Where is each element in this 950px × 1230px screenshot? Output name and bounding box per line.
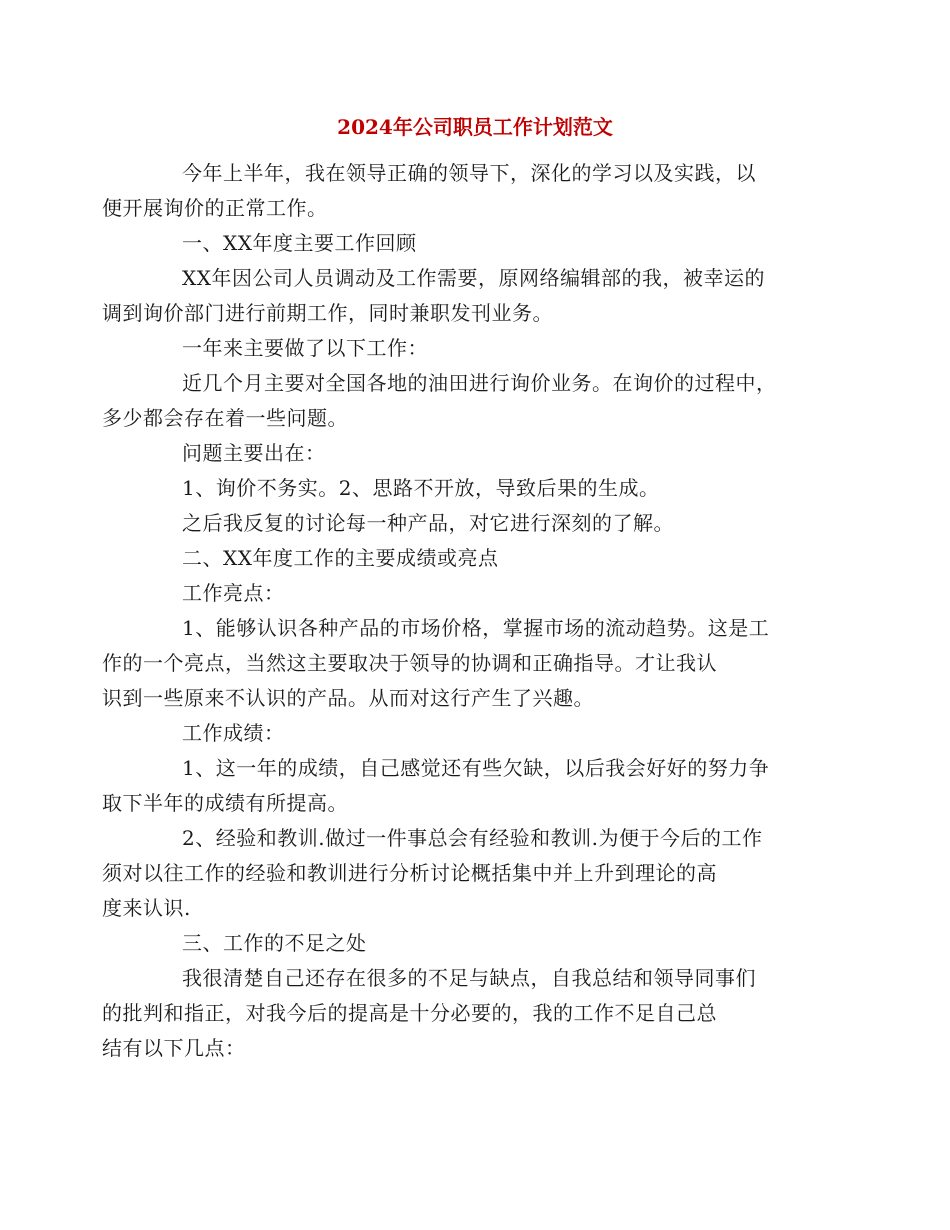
paragraph bbox=[142, 436, 808, 471]
paragraph bbox=[142, 541, 808, 576]
paragraph bbox=[142, 506, 808, 541]
text-line: 结有以下几点： bbox=[102, 1036, 246, 1060]
text-line: XX年因公司人员调动及工作需要，原网络编辑部的我，被幸运的 bbox=[182, 266, 765, 290]
paragraph bbox=[142, 226, 808, 261]
text-line: 近几个月主要对全国各地的油田进行询价业务。在询价的过程中， bbox=[182, 371, 777, 395]
text-line: 多少都会存在着一些问题。 bbox=[102, 406, 348, 430]
paragraph bbox=[142, 471, 808, 506]
document-title: 2024年公司职员工作计划范文 bbox=[337, 115, 613, 139]
text-line: 今年上半年，我在领导正确的领导下，深化的学习以及实践，以 bbox=[182, 161, 756, 185]
text-line: 一、XX年度主要工作回顾 bbox=[182, 231, 417, 255]
text-line: 工作成绩： bbox=[182, 721, 285, 745]
text-line: 便开展询价的正常工作。 bbox=[102, 196, 328, 220]
paragraph bbox=[102, 961, 808, 1066]
text-line: 调到询价部门进行前期工作，同时兼职发刊业务。 bbox=[102, 301, 553, 325]
text-line: 1、询价不务实。2、思路不开放，导致后果的生成。 bbox=[182, 476, 660, 500]
paragraph bbox=[142, 576, 808, 611]
text-line: 须对以往工作的经验和教训进行分析讨论概括集中并上升到理论的高 bbox=[102, 861, 717, 885]
paragraph bbox=[142, 716, 808, 751]
text-line: 我很清楚自己还存在很多的不足与缺点，自我总结和领导同事们 bbox=[182, 966, 756, 990]
text-line: 1、这一年的成绩，自己感觉还有些欠缺，以后我会好好的努力争 bbox=[182, 756, 770, 780]
text-line: 之后我反复的讨论每一种产品，对它进行深刻的了解。 bbox=[182, 511, 674, 535]
text-line: 取下半年的成绩有所提高。 bbox=[102, 791, 348, 815]
text-line: 识到一些原来不认识的产品。从而对这行产生了兴趣。 bbox=[102, 686, 594, 710]
text-line: 问题主要出在： bbox=[182, 441, 326, 465]
paragraph bbox=[142, 331, 808, 366]
text-line: 的批判和指正，对我今后的提高是十分必要的，我的工作不足自己总 bbox=[102, 1001, 717, 1025]
text-line: 一年来主要做了以下工作： bbox=[182, 336, 428, 360]
paragraph bbox=[142, 926, 808, 961]
paragraph bbox=[102, 821, 808, 926]
paragraph bbox=[102, 261, 808, 331]
paragraph bbox=[102, 751, 808, 821]
text-line: 2、经验和教训.做过一件事总会有经验和教训.为便于今后的工作 bbox=[182, 826, 763, 850]
paragraph bbox=[102, 611, 808, 716]
paragraph bbox=[102, 156, 808, 226]
text-line: 二、XX年度工作的主要成绩或亮点 bbox=[182, 546, 499, 570]
text-line: 三、工作的不足之处 bbox=[182, 931, 367, 955]
paragraph bbox=[102, 366, 808, 436]
text-line: 度来认识. bbox=[102, 896, 191, 920]
text-line: 工作亮点： bbox=[182, 581, 285, 605]
text-line: 作的一个亮点，当然这主要取决于领导的协调和正确指导。才让我认 bbox=[102, 651, 717, 675]
document-body bbox=[102, 156, 808, 1066]
text-line: 1、能够认识各种产品的市场价格，掌握市场的流动趋势。这是工 bbox=[182, 616, 770, 640]
